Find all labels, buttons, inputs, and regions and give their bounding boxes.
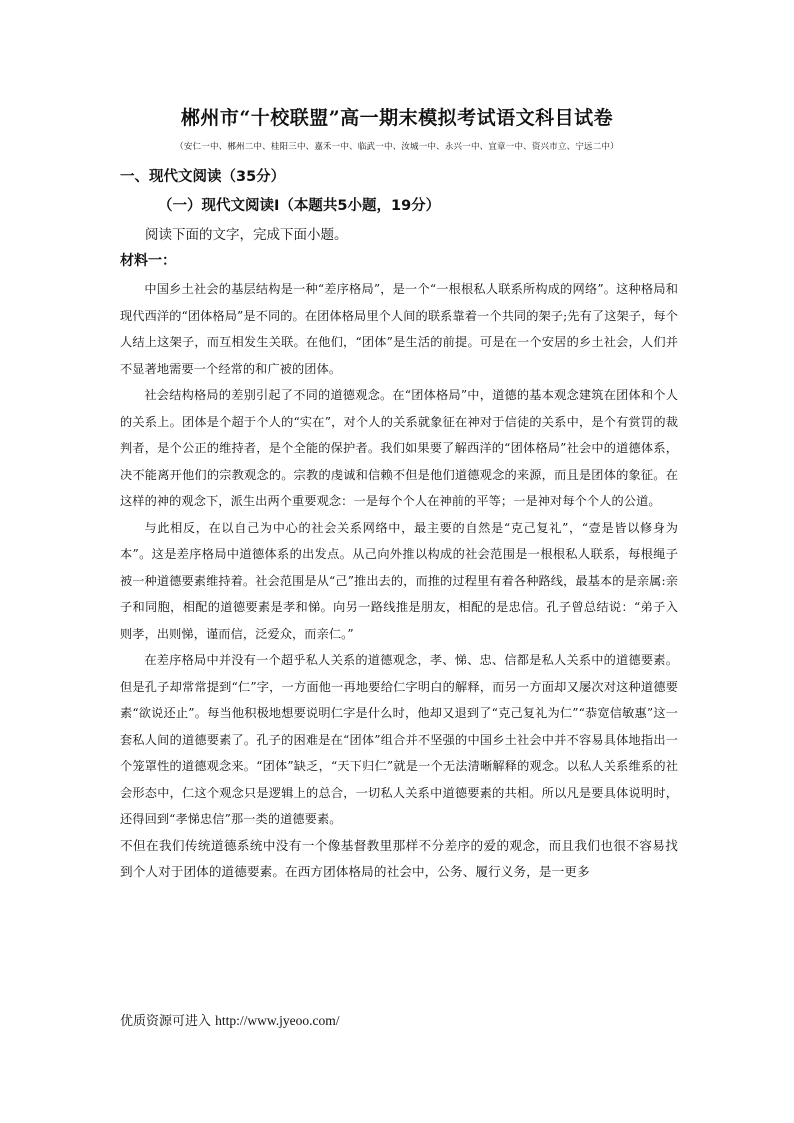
exam-title: 郴州市“十校联盟”高一期末模拟考试语文科目试卷 bbox=[180, 107, 614, 129]
passage-paragraph: 在差序格局中并没有一个超乎私人关系的道德观念，孝、悌、忠、信都是私人关系中的道德要素。但是孔子却常常提到“仁”字，一方面他一再地要给仁字明白的解释，而另一方面却又屡次对这种道德要素“欲说还止”。每当他积极地想要说明仁字是什么时，他却又退到了“克己复礼为仁”“恭宽信敏惠”这一套私人间的道德要素了。孔子的困难是在“团体”组合并不坚强的中国乡土社会中并不容易具体地指出一个笼罩性的道德观念来。“团体”缺乏，“天下归仁”就是一个无法清晰解释的观念。以私人关系维系的社会形态中，仁这个观念只是逻辑上的总合，一切私人关系中道德要素的共相。所以凡是要具体说明时，还得回到“孝悌忠信”那一类的道德要素。 bbox=[120, 653, 678, 826]
participating-schools: （安仁一中、郴州二中、桂阳三中、嘉禾一中、临武一中、汝城一中、永兴一中、宜章一中、资兴市立、宁远二中） bbox=[175, 142, 619, 152]
passage-paragraph: 中国乡土社会的基层结构是一种“差序格局”，是一个“一根根私人联系所构成的网络”。这种格局和现代西洋的“团体格局”是不同的。在团体格局里个人间的联系靠着一个共同的架子;先有了这架子，每个人结上这架子，而互相发生关联。在他们，“团体”是生活的前提。可是在一个安居的乡土社会，人们并不显著地需要一个经常的和广被的团体。 bbox=[120, 282, 678, 376]
material-label: 材料一： bbox=[120, 253, 176, 269]
page-footer bbox=[120, 1010, 340, 1029]
footer-label: 优质资源可进入 bbox=[120, 1014, 212, 1029]
passage-paragraph: 不但在我们传统道德系统中没有一个像基督教里那样不分差序的爱的观念，而且我们也很不容易找到个人对于团体的道德要素。在西方团体格局的社会中，公务、履行义务，是一更多 bbox=[120, 837, 678, 879]
passage-paragraph: 与此相反，在以自己为中心的社会关系网络中，最主要的自然是“克己复礼”，“壹是皆以修身为本”。这是差序格局中道德体系的出发点。从己向外推以构成的社会范围是一根根私人联系，每根绳子被一种道德要素维持着。社会范围是从“己”推出去的，而推的过程里有着各种路线，最基本的是亲属:亲子和同胞，相配的道德要素是孝和悌。向另一路线推是朋友，相配的是忠信。孔子曾总结说：“弟子入则孝，出则悌，谨而信，泛爱众，而亲仁。” bbox=[120, 520, 678, 641]
footer-link[interactable]: http://www.jyeoo.com/ bbox=[215, 1013, 340, 1028]
reading-passage bbox=[120, 276, 678, 886]
section-heading: 一、现代文阅读（35分） bbox=[120, 169, 286, 185]
reading-instruction: 阅读下面的文字，完成下面小题。 bbox=[145, 227, 348, 243]
subsection-heading: （一）现代文阅读Ⅰ（本题共5小题，19分） bbox=[158, 198, 441, 214]
passage-paragraph: 社会结构格局的差别引起了不同的道德观念。在“团体格局”中，道德的基本观念建筑在团体和个人的关系上。团体是个超于个人的“实在”，对个人的关系就象征在神对于信徒的关系中，是个有赏罚的裁判者，是个公正的维持者，是个全能的保护者。我们如果要了解西洋的“团体格局”社会中的道德体系，决不能离开他们的宗教观念的。宗教的虔诚和信赖不但是他们道德观念的来源，而且是团体的象征。在这样的神的观念下，派生出两个重要观念：一是每个个人在神前的平等；一是神对每个个人的公道。 bbox=[120, 388, 678, 508]
